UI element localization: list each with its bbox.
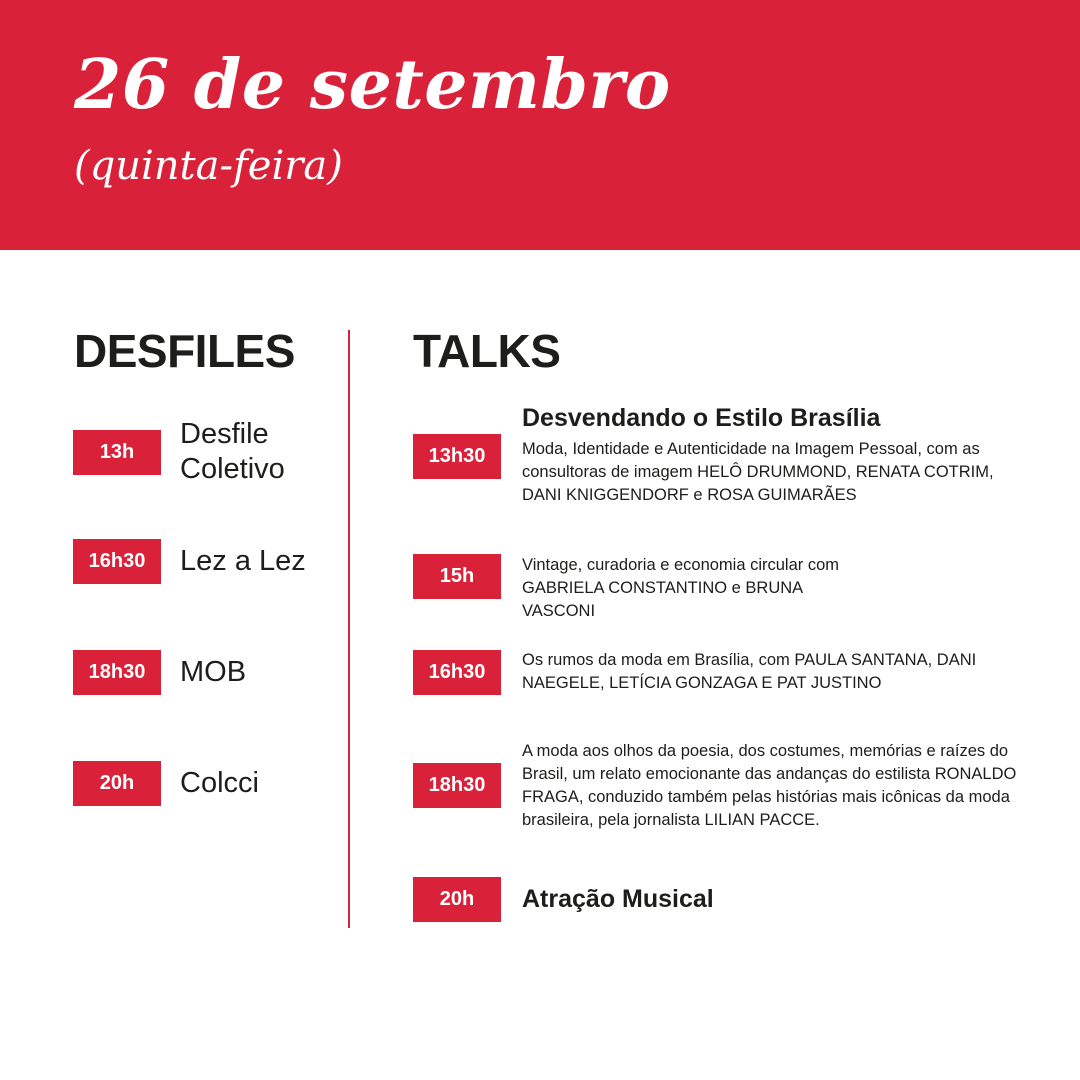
time-badge: 18h30 (73, 650, 161, 695)
time-badge: 13h30 (413, 434, 501, 479)
show-name: MOB (180, 656, 247, 688)
show-name: Lez a Lez (180, 545, 306, 577)
column-divider (348, 330, 350, 928)
time-badge: 15h (413, 554, 501, 599)
time-badge: 20h (413, 877, 501, 922)
time-badge: 16h30 (413, 650, 501, 695)
show-name: Desfile Coletivo (180, 418, 285, 485)
talk-content (522, 649, 992, 695)
show-name: Colcci (180, 767, 259, 799)
date-header (0, 0, 1080, 250)
talk-content (522, 884, 1042, 914)
desfiles-heading: DESFILES (74, 325, 295, 377)
talk-content (522, 740, 1022, 832)
date-title: 26 de setembro (74, 45, 671, 125)
time-badge: 13h (73, 430, 161, 475)
talk-description: Os rumos da moda em Brasília, com PAULA SANTANA, DANI NAEGELE, LETÍCIA GONZAGA E PAT JUSTINO (522, 651, 977, 692)
talk-content (522, 554, 842, 623)
weekday-subtitle: (quinta-feira) (74, 143, 343, 189)
talk-content (522, 403, 1042, 507)
talk-title: Desvendando o Estilo Brasília (522, 404, 881, 432)
time-badge: 18h30 (413, 763, 501, 808)
talk-description: A moda aos olhos da poesia, dos costumes, memórias e raízes do Brasil, um relato emocionante das andanças do estilista RONALDO FRAGA, conduzido também pelas histórias mais icônicas da moda brasileira, pela jornalista LILIAN PACCE. (522, 742, 1017, 829)
talk-title: Atração Musical (522, 885, 714, 913)
talk-description: Moda, Identidade e Autenticidade na Imagem Pessoal, com as consultoras de imagem HELÔ DRUMMOND, RENATA COTRIM, DANI KNIGGENDORF e ROSA GUIMARÃES (522, 440, 994, 504)
talk-description: Vintage, curadoria e economia circular com GABRIELA CONSTANTINO e BRUNA VASCONI (522, 556, 840, 620)
time-badge: 20h (73, 761, 161, 806)
time-badge: 16h30 (73, 539, 161, 584)
talks-heading: TALKS (413, 325, 561, 377)
